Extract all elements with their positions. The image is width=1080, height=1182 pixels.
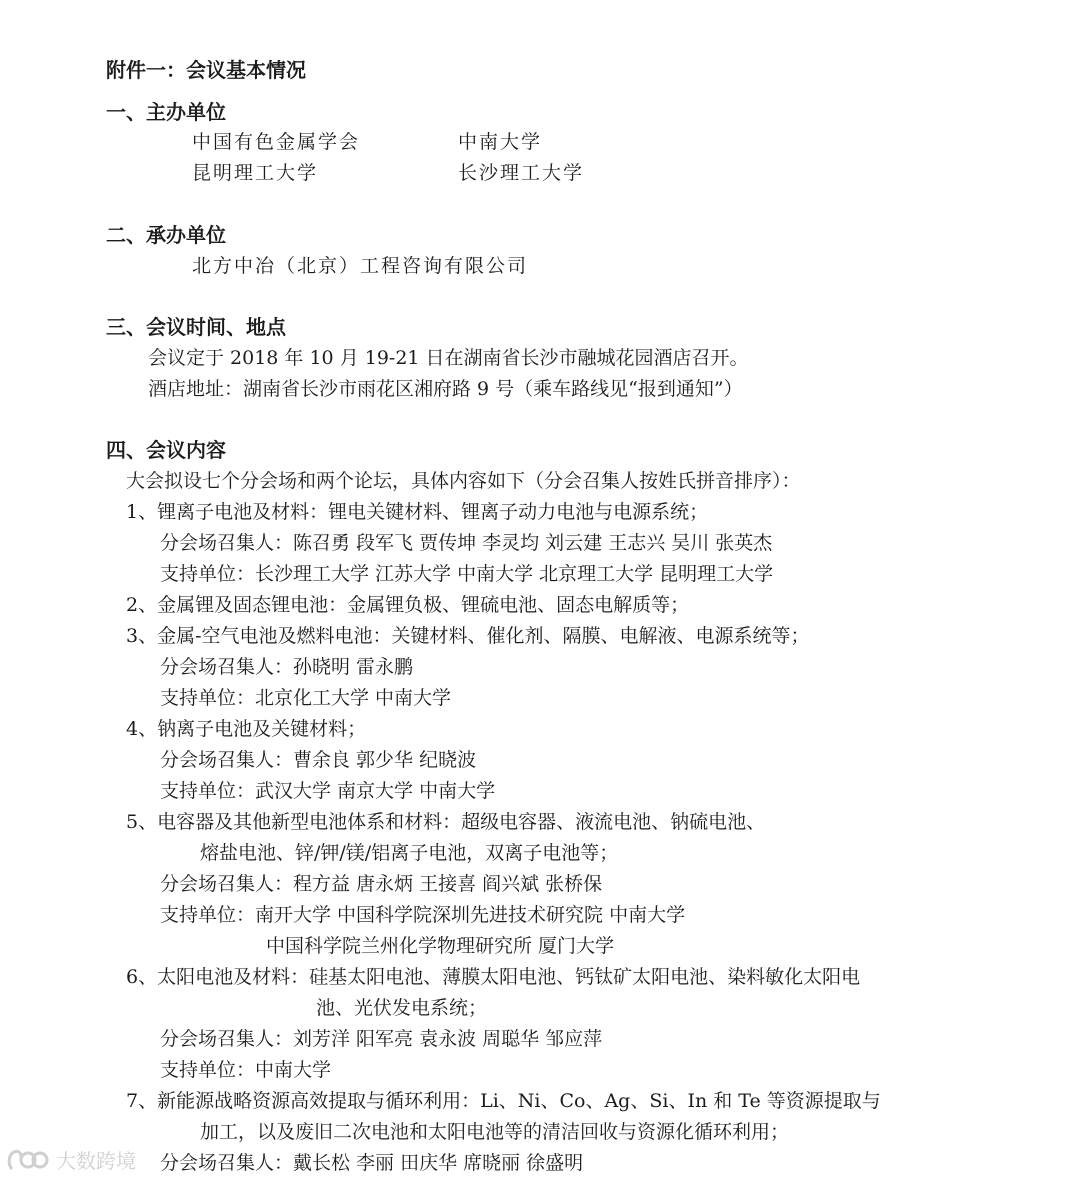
topic-2: 2、金属锂及固态锂电池：金属锂负极、锂硫电池、固态电解质等； [126,594,690,616]
topic-5-supporters: 支持单位：南开大学 中国科学院深圳先进技术研究院 中南大学 [160,904,686,926]
watermark-logo-icon [6,1147,50,1173]
topic-6-conveners: 分会场召集人：刘芳洋 阳军亮 袁永波 周聪华 邹应萍 [160,1028,603,1050]
topic-5-supporters-continued: 中国科学院兰州化学物理研究所 厦门大学 [266,935,615,957]
topic-7-continued: 加工，以及废旧二次电池和太阳电池等的清洁回收与资源化循环利用； [200,1121,790,1143]
topic-1: 1、锂离子电池及材料：锂电关键材料、锂离子动力电池与电源系统； [126,501,709,523]
section-heading-host: 二、承办单位 [106,223,226,247]
watermark [6,1145,136,1174]
organizer-4: 长沙理工大学 [458,162,585,184]
topic-3: 3、金属-空气电池及燃料电池：关键材料、催化剂、隔膜、电解液、电源系统等； [126,625,810,647]
watermark-text: 大数跨境 [56,1149,136,1173]
organizer-1: 中国有色金属学会 [192,131,361,153]
topic-3-supporters: 支持单位：北京化工大学 中南大学 [160,687,452,709]
topic-4-conveners: 分会场召集人：曹余良 郭少华 纪晓波 [160,749,477,771]
topic-6-supporters: 支持单位：中南大学 [160,1059,332,1081]
organizer-2: 中南大学 [458,131,543,153]
organizer-3: 昆明理工大学 [192,162,319,184]
meeting-time: 会议定于 2018 年 10 月 19-21 日在湖南省长沙市融城花园酒店召开。 [148,347,749,369]
topic-5-conveners: 分会场召集人：程方益 唐永炳 王接喜 阎兴斌 张桥保 [160,873,603,895]
content-intro: 大会拟设七个分会场和两个论坛，具体内容如下（分会召集人按姓氏拼音排序）： [126,470,801,492]
topic-4: 4、钠离子电池及关键材料； [126,718,367,740]
topic-7: 7、新能源战略资源高效提取与循环利用：Li、Ni、Co、Ag、Si、In 和 Te 等资源提取与 [126,1090,881,1112]
topic-7-conveners: 分会场召集人：戴长松 李丽 田庆华 席晓丽 徐盛明 [160,1152,584,1174]
hotel-address: 酒店地址：湖南省长沙市雨花区湘府路 9 号（乘车路线见“报到通知”） [148,378,743,400]
topic-4-supporters: 支持单位：武汉大学 南京大学 中南大学 [160,780,496,802]
topic-1-supporters: 支持单位：长沙理工大学 江苏大学 中南大学 北京理工大学 昆明理工大学 [160,563,774,585]
document-title: 附件一：会议基本情况 [106,58,306,82]
topic-6: 6、太阳电池及材料：硅基太阳电池、薄膜太阳电池、钙钛矿太阳电池、染料敏化太阳电 [126,966,861,988]
section-heading-time-place: 三、会议时间、地点 [106,315,286,339]
topic-5: 5、电容器及其他新型电池体系和材料：超级电容器、液流电池、钠硫电池、 [126,811,766,833]
topic-6-continued: 池、光伏发电系统； [316,997,488,1019]
section-heading-content: 四、会议内容 [106,438,226,462]
host-org: 北方中冶（北京）工程咨询有限公司 [192,255,529,277]
topic-1-conveners: 分会场召集人：陈召勇 段军飞 贾传坤 李灵均 刘云建 王志兴 吴川 张英杰 [160,532,773,554]
section-heading-organizers: 一、主办单位 [106,100,226,124]
topic-3-conveners: 分会场召集人：孙晓明 雷永鹏 [160,656,414,678]
topic-5-continued: 熔盐电池、锌/钾/镁/铝离子电池，双离子电池等； [200,842,619,864]
